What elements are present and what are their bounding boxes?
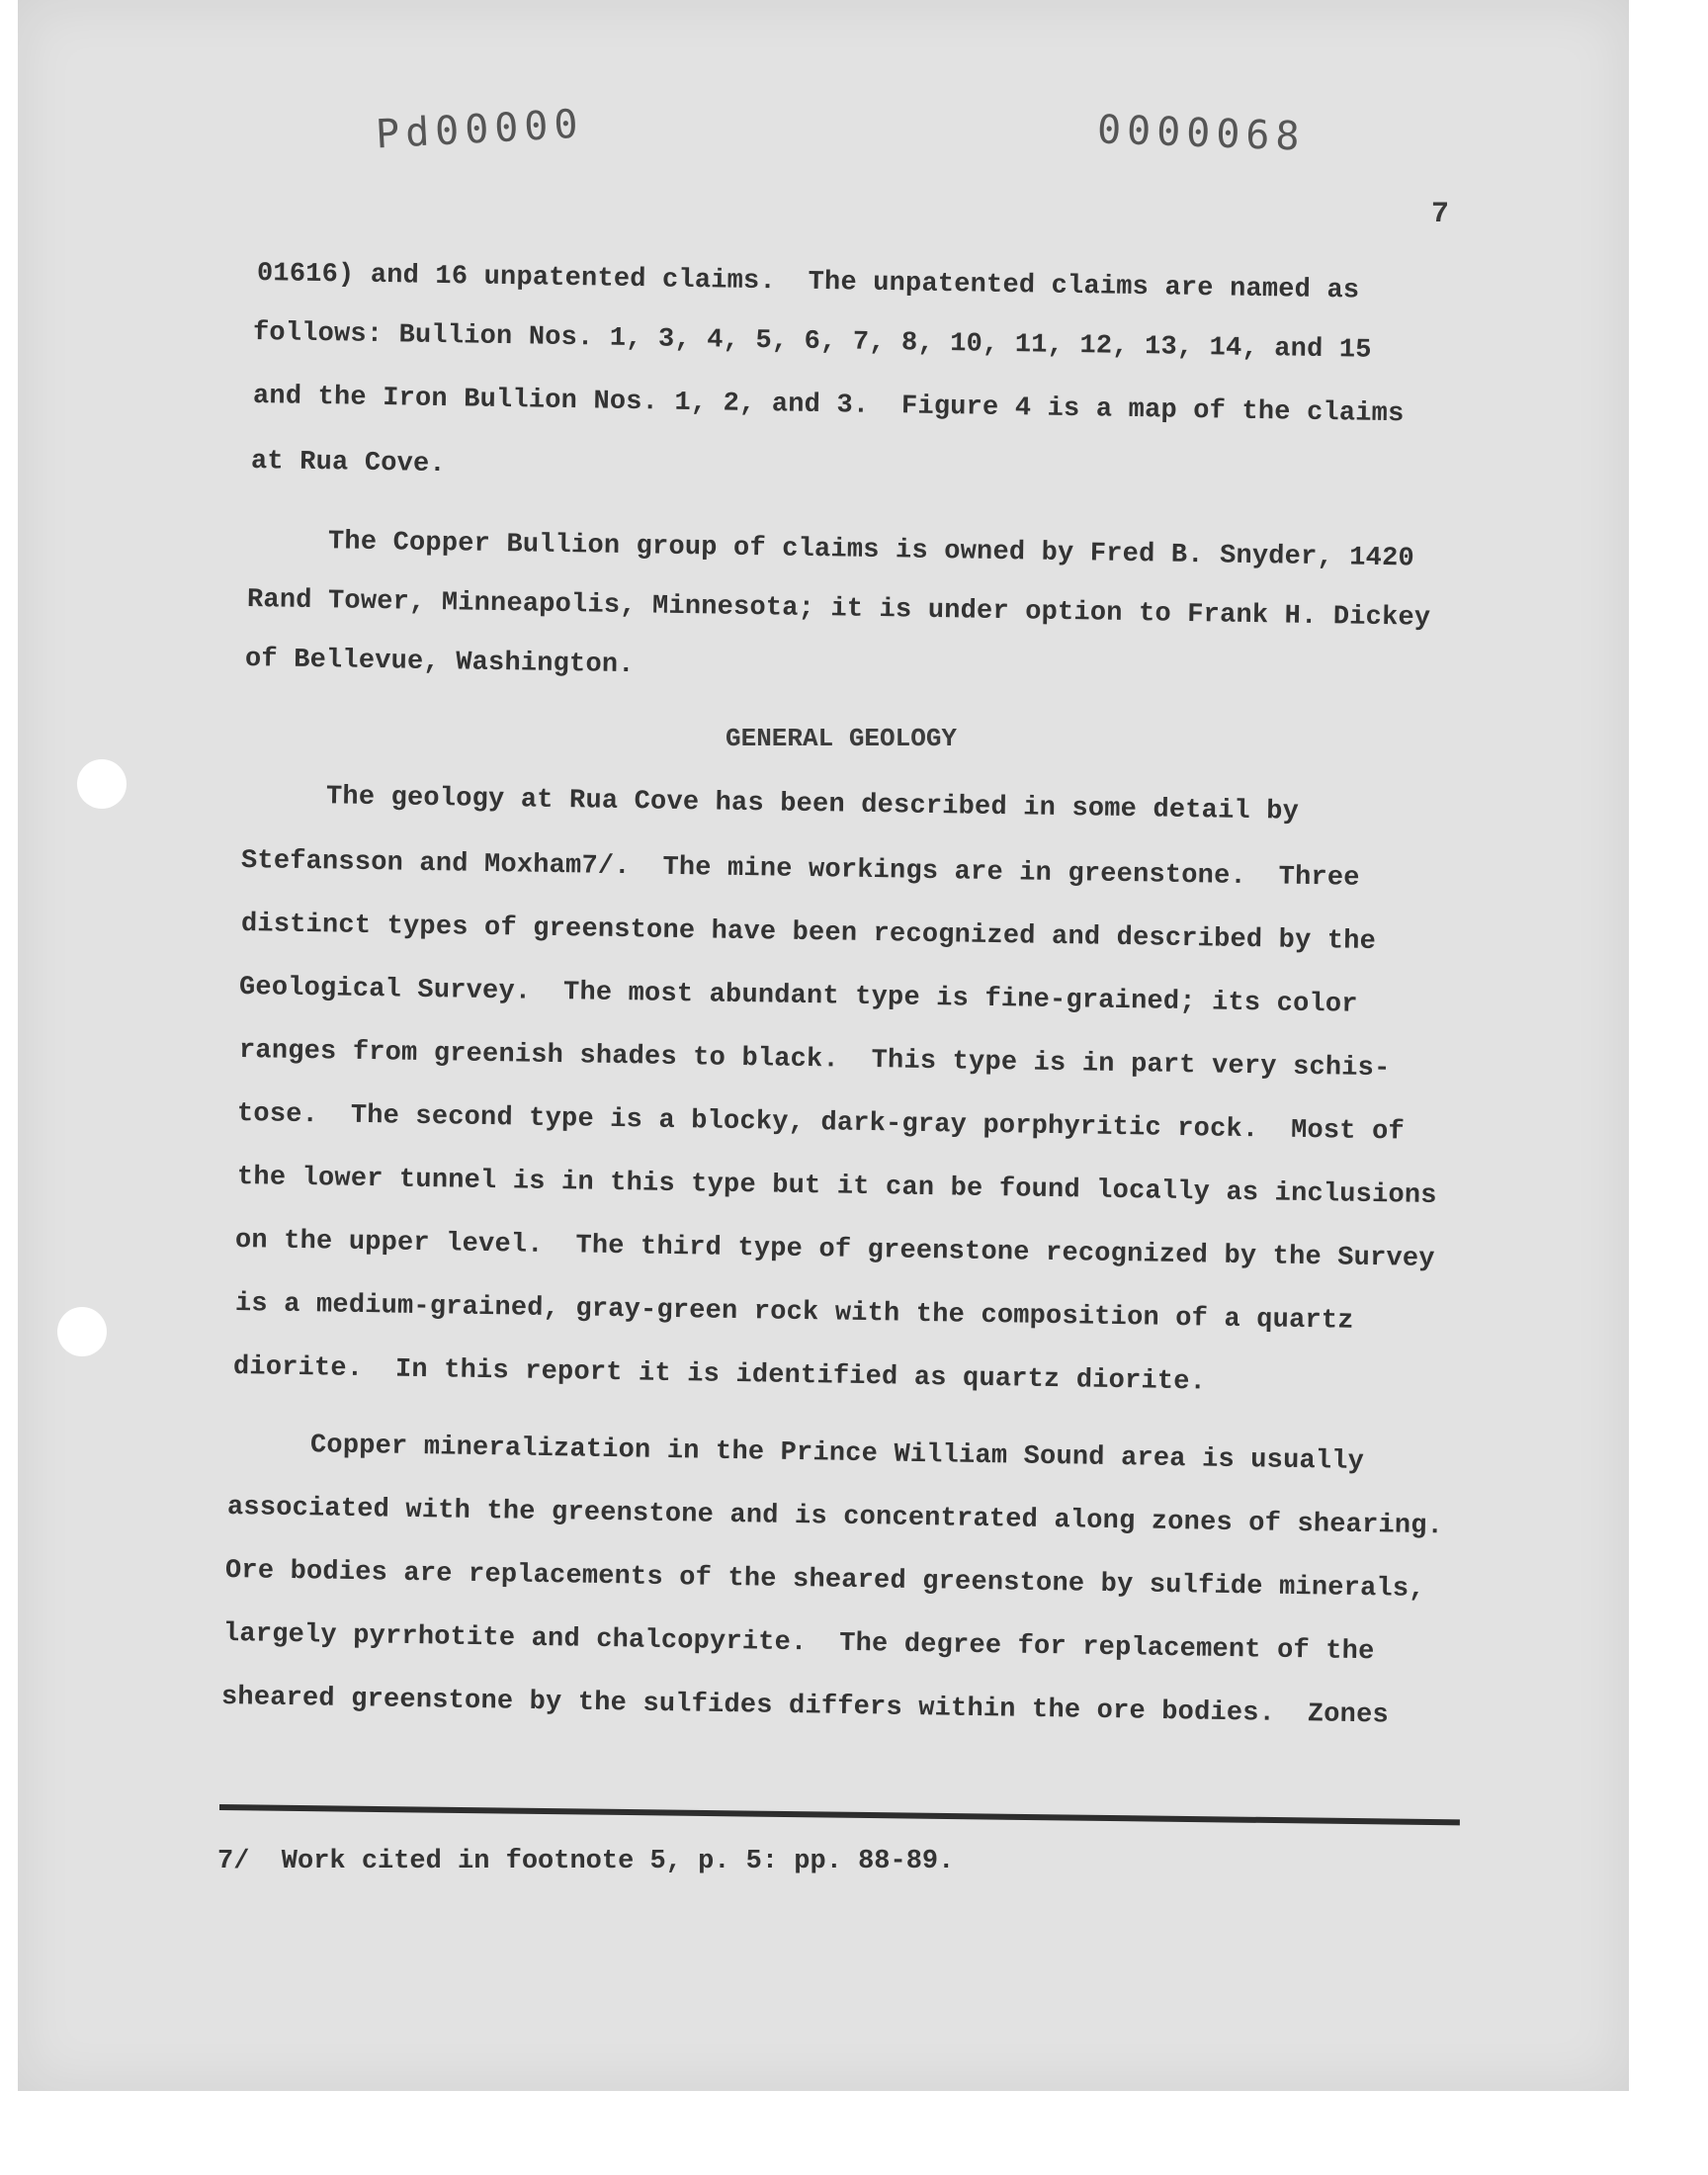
section-heading: GENERAL GEOLOGY <box>726 724 958 753</box>
page-number: 7 <box>1431 198 1450 231</box>
body-line: on the upper level. The third type of greenstone recognized by the Survey <box>234 1226 1435 1275</box>
body-line: ranges from greenish shades to black. This type is in part very schis- <box>238 1036 1391 1085</box>
body-line: The Copper Bullion group of claims is owned by Fred B. Snyder, 1420 <box>246 526 1415 574</box>
body-line: sheared greenstone by the sulfides differs within the ore bodies. Zones <box>220 1683 1390 1731</box>
body-line: diorite. In this report it is identified as quartz diorite. <box>232 1352 1207 1398</box>
body-line: the lower tunnel is in this type but it can be found locally as inclusions <box>236 1163 1437 1212</box>
footnote: 7/ Work cited in footnote 5, p. 5: pp. 88-89. <box>217 1847 955 1876</box>
punch-hole-bottom <box>57 1307 107 1356</box>
body-line: Copper mineralization in the Prince William Sound area is usually <box>228 1430 1365 1478</box>
body-line: Geological Survey. The most abundant type is fine-grained; its color <box>238 973 1358 1020</box>
punch-hole-top <box>77 759 127 809</box>
body-line: at Rua Cove. <box>250 447 447 480</box>
body-line: Stefansson and Moxham7/. The mine workings are in greenstone. Three <box>240 846 1360 894</box>
body-line: largely pyrrhotite and chalcopyrite. The degree for replacement of the <box>222 1619 1375 1668</box>
body-line: follows: Bullion Nos. 1, 3, 4, 5, 6, 7, 8, 10, 11, 12, 13, 14, and 15 <box>252 318 1372 366</box>
body-line: The geology at Rua Cove has been described in some detail by <box>244 781 1300 827</box>
bates-stamp-left: Pd00000 <box>374 101 585 158</box>
body-line: associated with the greenstone and is concentrated along zones of shearing. <box>226 1493 1444 1542</box>
page-margin-bottom <box>0 2091 1708 2175</box>
body-line: of Bellevue, Washington. <box>244 645 635 681</box>
body-line: 01616) and 16 unpatented claims. The unpatented claims are named as <box>256 259 1360 306</box>
body-line: Rand Tower, Minneapolis, Minnesota; it is under option to Frank H. Dickey <box>246 585 1431 634</box>
bates-stamp-right: 0000068 <box>1096 107 1307 160</box>
body-line: is a medium-grained, gray-green rock with the composition of a quartz <box>234 1289 1354 1337</box>
body-line: distinct types of greenstone have been recognized and described by the <box>240 910 1377 958</box>
body-line: tose. The second type is a blocky, dark-gray porphyritic rock. Most of <box>236 1099 1406 1148</box>
body-line: Ore bodies are replacements of the sheared greenstone by sulfide minerals, <box>224 1556 1425 1606</box>
body-line: and the Iron Bullion Nos. 1, 2, and 3. Figure 4 is a map of the claims <box>252 382 1405 430</box>
